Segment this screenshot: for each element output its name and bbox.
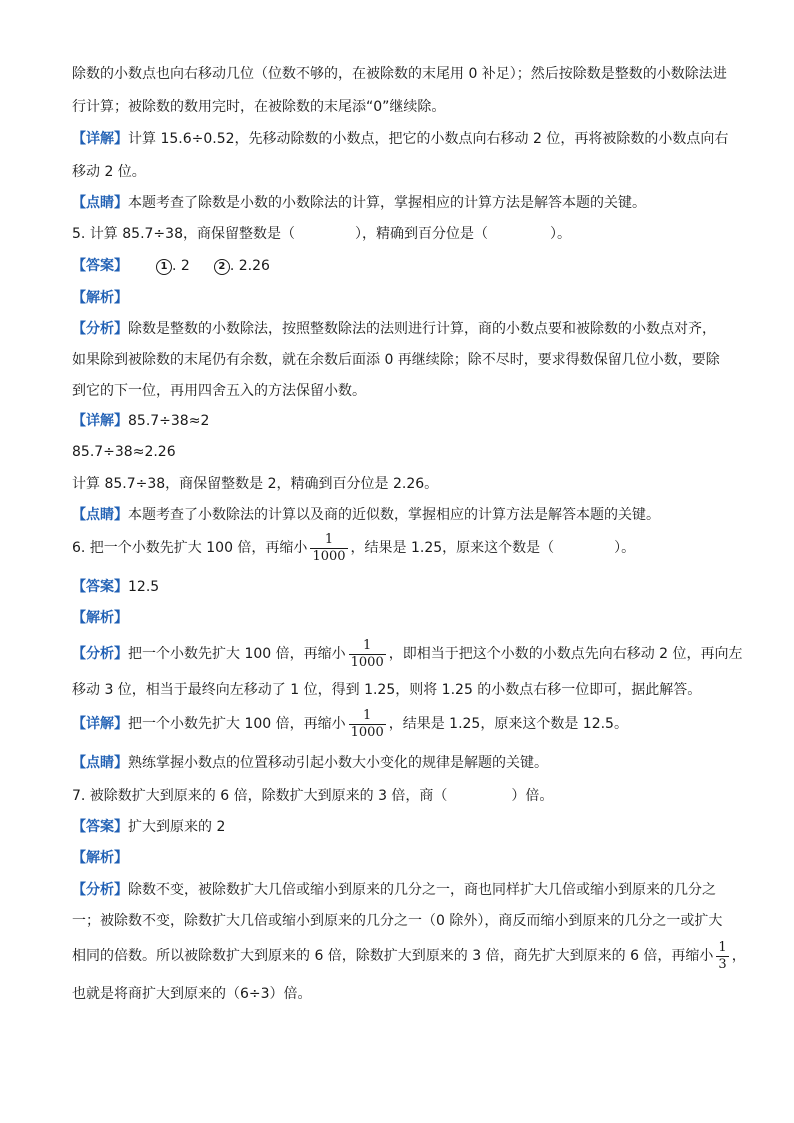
fraction: $\frac{1}{3}$ — [718, 939, 727, 972]
analysis-tag: 【分析】 — [72, 321, 128, 337]
fraction: $\frac{1}{1000}$ — [312, 531, 346, 564]
answer-tag: 【答案】 — [72, 579, 128, 595]
comment-line: 【点睛】熟练掌握小数点的位置移动引起小数大小变化的规律是解题的关键。 — [72, 755, 548, 771]
text-line: 相同的倍数。所以被除数扩大到原来的 6 倍，除数扩大到原来的 3 倍，商先扩大到原来的 6 倍，再缩小 $\frac{1}{3}$ ， — [72, 939, 746, 972]
analysis-line: 【分析】除数是整数的小数除法，按照整数除法的法则进行计算，商的小数点要和被除数的小数点对齐， — [72, 321, 716, 337]
analysis-line: 【分析】把一个小数先扩大 100 倍，再缩小 $\frac{1}{1000}$ ，即相当于把这个小数的小数点先向右移动 2 位，再向左 — [72, 637, 743, 670]
text-line: 如果除到被除数的末尾仍有余数，就在余数后面添 0 再继续除；除不尽时，要求得数保留几位小数，要除 — [72, 352, 720, 368]
text-line: 计算 85.7÷38，商保留整数是 2，精确到百分位是 2.26。 — [72, 476, 439, 492]
comment-tag: 【点睛】 — [72, 195, 128, 211]
answer-line: 【答案】扩大到原来的 2 — [72, 819, 226, 835]
answer-tag: 【答案】 — [72, 819, 128, 835]
text-line: 移动 3 位，相当于最终向左移动了 1 位，得到 1.25，则将 1.25 的小数点右移一位即可，据此解答。 — [72, 682, 702, 698]
question-7: 7. 被除数扩大到原来的 6 倍，除数扩大到原来的 3 倍，商（ ）倍。 — [72, 788, 554, 804]
detail-line: 【详解】85.7÷38≈2 — [72, 413, 210, 429]
analysis-heading: 【解析】 — [72, 290, 128, 306]
answer-line: 【答案】12.5 — [72, 579, 160, 595]
detail-tag: 【详解】 — [72, 413, 128, 429]
circled-number: 2 — [214, 259, 230, 275]
text-line: 也就是将商扩大到原来的（6÷3）倍。 — [72, 986, 312, 1002]
question-5: 5. 计算 85.7÷38，商保留整数是（ ），精确到百分位是（ ）。 — [72, 226, 571, 242]
answer-line: 【答案】 1 . 2 2 . 2.26 — [72, 258, 270, 274]
answer-tag: 【答案】 — [72, 258, 128, 274]
fraction: $\frac{1}{1000}$ — [350, 707, 384, 740]
circled-number: 1 — [156, 259, 172, 275]
comment-line: 【点睛】本题考查了小数除法的计算以及商的近似数，掌握相应的计算方法是解答本题的关键。 — [72, 507, 660, 523]
text-line: 85.7÷38≈2.26 — [72, 444, 176, 460]
text-line: 行计算；被除数的数用完时，在被除数的末尾添“0”继续除。 — [72, 99, 446, 115]
analysis-heading: 【解析】 — [72, 850, 128, 866]
comment-tag: 【点睛】 — [72, 507, 128, 523]
fraction: $\frac{1}{1000}$ — [350, 637, 384, 670]
detail-tag: 【详解】 — [72, 716, 128, 732]
detail-tag: 【详解】 — [72, 131, 128, 147]
analysis-heading: 【解析】 — [72, 610, 128, 626]
text-line: 到它的下一位，再用四舍五入的方法保留小数。 — [72, 383, 366, 399]
detail-line: 【详解】把一个小数先扩大 100 倍，再缩小 $\frac{1}{1000}$ ，结果是 1.25，原来这个数是 12.5。 — [72, 707, 628, 740]
analysis-line: 【分析】除数不变，被除数扩大几倍或缩小到原来的几分之一，商也同样扩大几倍或缩小到原来的几分之 — [72, 882, 716, 898]
text-line: 一；被除数不变，除数扩大几倍或缩小到原来的几分之一（0 除外），商反而缩小到原来的几分之一或扩大 — [72, 913, 723, 929]
comment-tag: 【点睛】 — [72, 755, 128, 771]
analysis-tag: 【分析】 — [72, 882, 128, 898]
detail-line: 【详解】计算 15.6÷0.52，先移动除数的小数点，把它的小数点向右移动 2 位，再将被除数的小数点向右 — [72, 131, 729, 147]
analysis-tag: 【分析】 — [72, 646, 128, 662]
comment-line: 【点睛】本题考查了除数是小数的小数除法的计算，掌握相应的计算方法是解答本题的关键。 — [72, 195, 646, 211]
question-6: 6. 把一个小数先扩大 100 倍，再缩小 $\frac{1}{1000}$ ，结果是 1.25，原来这个数是（ ）。 — [72, 531, 636, 564]
text-line: 除数的小数点也向右移动几位（位数不够的，在被除数的末尾用 0 补足）；然后按除数是整数的小数除法进 — [72, 66, 727, 82]
text-line: 移动 2 位。 — [72, 164, 146, 180]
